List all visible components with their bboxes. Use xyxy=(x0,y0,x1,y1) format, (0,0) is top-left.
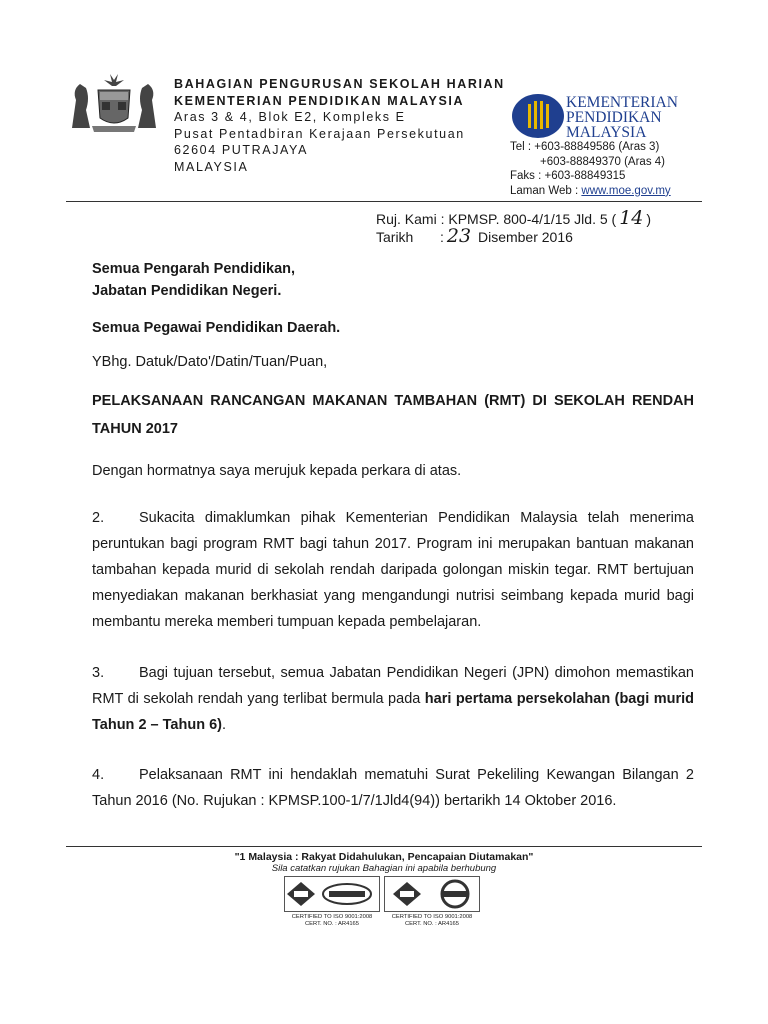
moe-wordmark xyxy=(566,95,678,140)
tel-label: Tel : xyxy=(510,141,532,153)
certification-badge xyxy=(284,876,380,928)
ministry-name: KEMENTERIAN PENDIDIKAN MALAYSIA xyxy=(174,93,465,108)
cert-text: CERT. NO. : AR4165 xyxy=(404,921,460,927)
paragraph-2 xyxy=(92,505,694,635)
paragraph-bold-text: hari pertama persekolahan (bagi murid Tahun 2 – Tahun 6) xyxy=(92,691,694,733)
contact-info xyxy=(510,140,671,198)
letter-subject: PELAKSANAAN RANCANGAN MAKANAN TAMBAHAN (RMT) DI SEKOLAH RENDAH TAHUN 2017 xyxy=(92,393,694,437)
intro-paragraph: Dengan hormatnya saya merujuk kepada perkara di atas. xyxy=(92,463,462,479)
recipient-line: Semua Pengarah Pendidikan, xyxy=(92,261,296,277)
ref-number: KPMSP. 800-4/1/15 Jld. 5 ( xyxy=(448,211,617,227)
date-label: Tarikh xyxy=(376,229,414,245)
moe-logo-icon xyxy=(510,92,566,140)
header-divider xyxy=(66,201,702,202)
organization-address xyxy=(174,76,505,175)
iqnet-cert-logo-icon xyxy=(384,876,480,912)
paragraph-text: Bagi tujuan tersebut, semua Jabatan Pendidikan Negeri (JPN) dimohon memastikan RMT di sekolah rendah yang terlibat bermula pada xyxy=(92,665,694,707)
paragraph-3 xyxy=(92,660,694,738)
cert-text: CERT. NO. : AR4165 xyxy=(304,921,360,927)
paragraph-text: Pelaksanaan RMT ini hendaklah mematuhi Surat Pekeliling Kewangan Bilangan 2 Tahun 2016 (No. Rujukan : KPMSP.100-1/7/1Jld4(94)) bertarikh 14 Oktober 2016. xyxy=(92,767,694,809)
address-line: MALAYSIA xyxy=(174,159,249,174)
date-handwritten-day: 23 xyxy=(446,225,472,247)
salutation: YBhg. Datuk/Dato'/Datin/Tuan/Puan, xyxy=(92,354,328,370)
address-line: Aras 3 & 4, Blok E2, Kompleks E xyxy=(174,110,406,124)
moe-wordmark-line: MALAYSIA xyxy=(566,124,647,141)
paragraph-4 xyxy=(92,762,694,814)
tel-number-2: +603-88849370 (Aras 4) xyxy=(540,155,665,168)
date-month-year: Disember 2016 xyxy=(477,229,573,245)
malaysia-coat-of-arms-icon xyxy=(66,70,162,138)
footer-motto: "1 Malaysia : Rakyat Didahulukan, Pencapaian Diutamakan" xyxy=(234,851,534,863)
website-link[interactable]: www.moe.gov.my xyxy=(581,184,671,197)
cert-text: CERTIFIED TO ISO 9001:2008 xyxy=(291,914,373,920)
ref-close: ) xyxy=(646,211,652,227)
ref-label: Ruj. Kami : xyxy=(376,211,445,227)
recipient-line: Jabatan Pendidikan Negeri. xyxy=(92,283,282,299)
fax-number: +603-88849315 xyxy=(544,170,626,183)
web-label: Laman Web : xyxy=(510,184,579,197)
reference-block xyxy=(376,207,652,247)
address-line: Pusat Pentadbiran Kerajaan Persekutuan xyxy=(174,126,465,141)
recipient-line: Semua Pegawai Pendidikan Daerah. xyxy=(92,320,341,336)
division-name: BAHAGIAN PENGURUSAN SEKOLAH HARIAN xyxy=(174,77,505,91)
date-colon: : xyxy=(440,229,444,245)
paragraph-number: 3. xyxy=(92,665,105,681)
cert-text: CERTIFIED TO ISO 9001:2008 xyxy=(391,914,473,920)
moe-wordmark-line: PENDIDIKAN xyxy=(566,109,662,126)
iso-cert-logo-icon xyxy=(284,876,380,912)
moe-wordmark-line: KEMENTERIAN xyxy=(566,94,678,111)
footer-divider xyxy=(66,846,702,847)
paragraph-number: 2. xyxy=(92,510,105,526)
paragraph-text: Sukacita dimaklumkan pihak Kementerian Pendidikan Malaysia telah menerima peruntukan bagi program RMT bagi tahun 2017. Program ini merupakan bantuan makanan tambahan kepada murid di sekolah rendah daripada golongan miskin tegar. RMT bertujuan menyediakan makanan berkhasiat yang mengandungi nutrisi seimbang kepada murid bagi membantu mereka memberi tumpuan kepada pembelajaran. xyxy=(92,510,694,630)
fax-label: Faks : xyxy=(510,170,542,183)
address-line: 62604 PUTRAJAYA xyxy=(174,143,309,157)
footer-note: Sila catatkan rujukan Bahagian ini apabila berhubung xyxy=(271,863,497,874)
paragraph-end: . xyxy=(221,717,227,733)
certification-logos xyxy=(284,876,480,928)
certification-badge xyxy=(384,876,480,928)
letter-body xyxy=(92,258,694,814)
tel-number-1: +603-88849586 (Aras 3) xyxy=(534,141,660,153)
ref-handwritten-number: 14 xyxy=(619,207,644,229)
paragraph-number: 4. xyxy=(92,767,105,783)
